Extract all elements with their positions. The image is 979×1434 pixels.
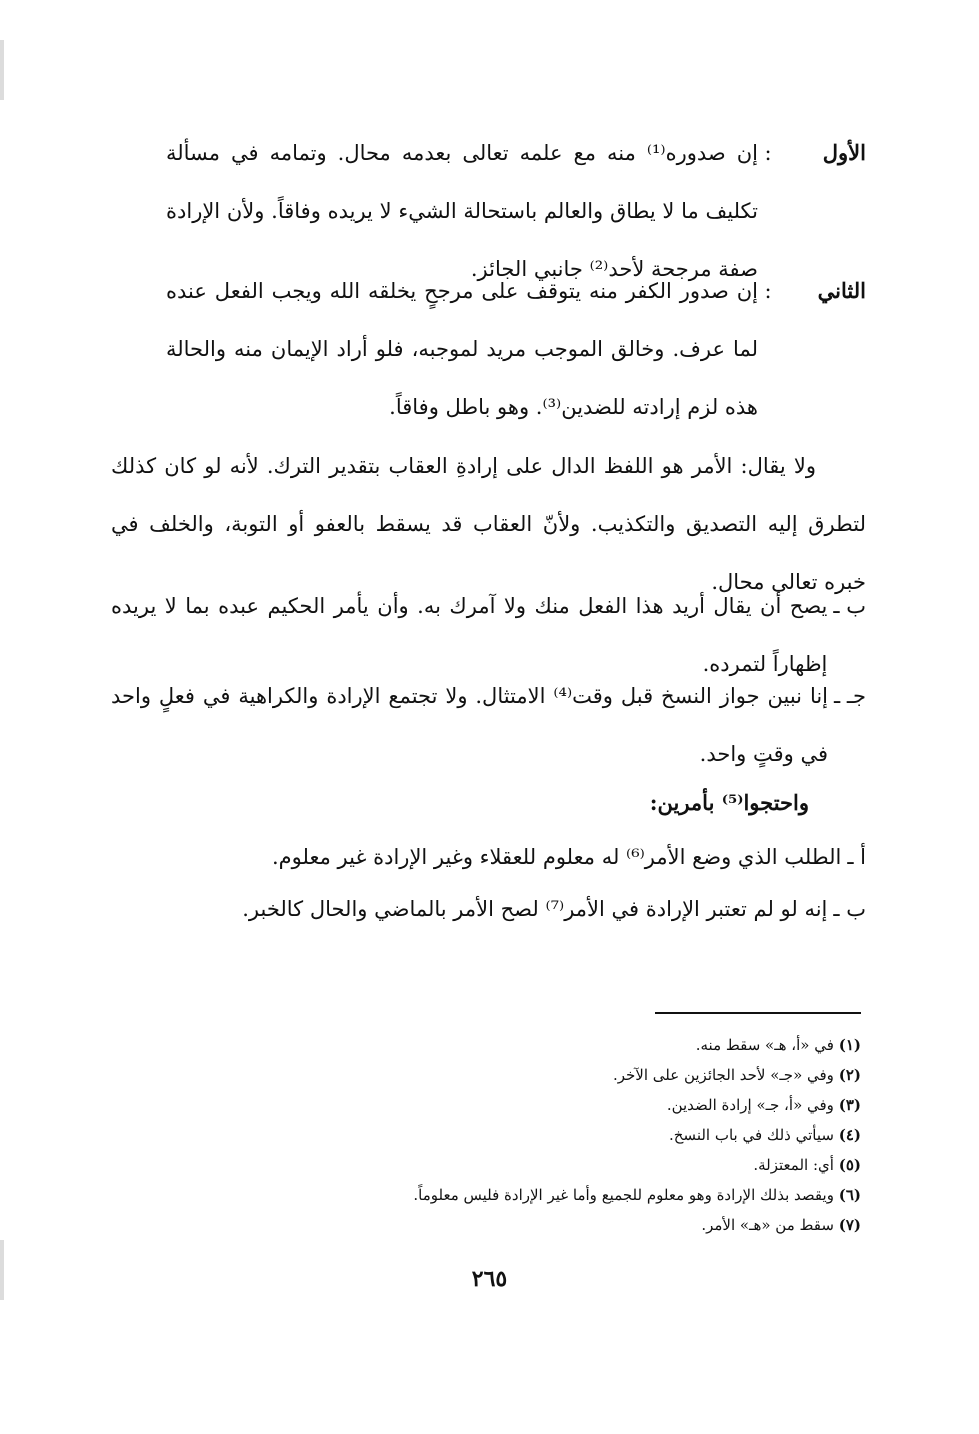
footnote — [161, 1090, 861, 1120]
footnote-text: في «أ، هـ» سقط منه. — [695, 1036, 834, 1054]
paragraph-colon: : — [764, 141, 772, 165]
footnote — [161, 1150, 861, 1180]
footnote-text: ويقصد بذلك الإرادة وهو معلوم للجميع وأما غير الإرادة فليس معلوماً. — [413, 1186, 834, 1204]
list-text: إنا نبين جواز النسخ قبل وقت⁽⁴⁾ الامتثال. ولا تجتمع الإرادة والكراهية في فعلٍ واحد في وقتٍ واحد. — [111, 684, 829, 766]
section-heading: واحتجوا⁽⁵⁾ بأمرين: — [649, 790, 809, 815]
paragraph-text: إن صدوره⁽¹⁾ منه مع علمه تعالى بعدمه محال. وتمامه في مسألة تكليف ما لا يطاق والعالم باستحالة الشيء لا يريده وفاقاً. ولأن الإرادة صفة مرجحة لأحد⁽²⁾ جانبي الجائز. — [166, 141, 758, 281]
footnote-number: (٦) — [838, 1186, 861, 1204]
list-text: إنه لو لم تعتبر الإرادة في الأمر⁽⁷⁾ لصح الأمر بالماضي والحال كالخبر. — [242, 897, 828, 921]
footnote-text: وفي «أ، جـ» إرادة الضدين. — [666, 1096, 834, 1114]
footnote — [161, 1060, 861, 1090]
footnotes — [161, 1030, 861, 1240]
footnote-number: (٤) — [838, 1126, 861, 1144]
footnote-separator — [655, 1012, 861, 1014]
footnote — [161, 1210, 861, 1240]
argument-item — [111, 880, 866, 938]
footnote — [161, 1030, 861, 1060]
footnote-text: وفي «جـ» لأحد الجائزين على الآخر. — [612, 1066, 834, 1084]
scan-edge-mark — [0, 40, 4, 100]
footnote-number: (٥) — [838, 1156, 861, 1174]
footnote-number: (٧) — [838, 1216, 861, 1234]
list-text: يصح أن يقال أريد هذا الفعل منك ولا آمرك به. وأن يأمر الحكيم عبده بما لا يريده إظهاراً لتمرده. — [111, 594, 828, 676]
footnote-number: (٣) — [838, 1096, 861, 1114]
footnote — [161, 1120, 861, 1150]
list-item-j — [111, 667, 866, 783]
list-text: الطلب الذي وضع الأمر⁽⁶⁾ له معلوم للعقلاء وغير الإرادة غير معلوم. — [272, 845, 842, 869]
paragraph-text: إن صدور الكفر منه يتوقف على مرجحٍ يخلقه الله ويجب الفعل عنده لما عرف. وخالق الموجب مريد لموجبه، فلو أراد الإيمان منه والحالة هذه لزم إرادته للضدين⁽³⁾. وهو باطل وفاقاً. — [166, 279, 758, 419]
list-marker: أ ـ — [847, 845, 866, 869]
list-marker: ب ـ — [833, 897, 866, 921]
paragraph-label: الثاني — [817, 278, 866, 303]
footnote-text: سقط من «هـ» الأمر. — [701, 1216, 834, 1234]
footnote-text: أي: المعتزلة. — [753, 1156, 834, 1174]
paragraph-label: الأول — [822, 140, 866, 165]
list-marker: ب ـ — [833, 594, 866, 618]
paragraph-objection: ولا يقال: الأمر هو اللفظ الدال على إرادةِ العقاب بتقدير الترك. لأنه لو كان كذلك لتطرق إليه التصديق والتكذيب. ولأنّ العقاب قد يسقط بالعفو أو التوبة، والخلف في خبره تعالى محال. — [111, 454, 866, 594]
footnote-number: (٢) — [838, 1066, 861, 1084]
argument-item — [111, 828, 866, 886]
footnote-text: سيأتي ذلك في باب النسخ. — [668, 1126, 834, 1144]
footnote — [161, 1180, 861, 1210]
paragraph-colon: : — [764, 279, 772, 303]
list-marker: جـ ـ — [834, 684, 866, 708]
footnote-number: (١) — [838, 1036, 861, 1054]
paragraph-second — [166, 262, 866, 436]
page-number: ٢٦٥ — [471, 1266, 508, 1292]
